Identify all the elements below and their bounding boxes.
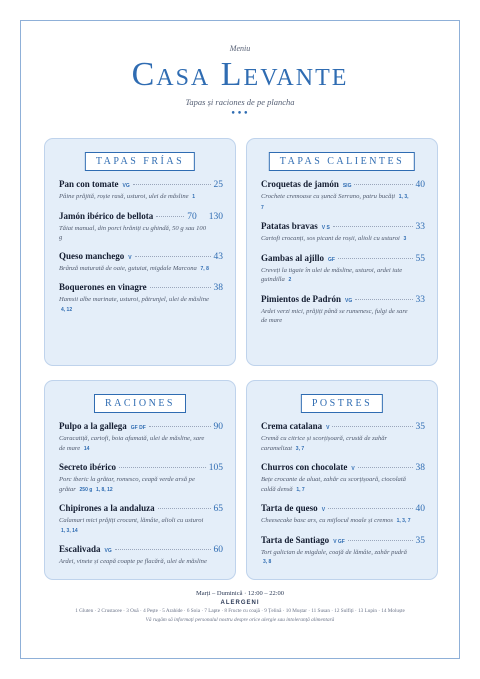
dish-name: Boquerones en vinagre (59, 282, 147, 292)
allergen-entry: 8 Fructe cu coajă (224, 608, 260, 614)
menu-header (0, 44, 480, 118)
dietary-tag: V (321, 507, 326, 513)
allergen-entry: 9 Țelină (264, 608, 282, 614)
section-title: TAPAS FRÍAS (85, 152, 195, 171)
menu-items-list (261, 179, 425, 334)
section-title: TAPAS CALIENTES (269, 152, 415, 171)
dietary-tag: GF DF (130, 425, 146, 431)
dish-portion: 250 g (79, 486, 93, 493)
section-raciones (44, 380, 236, 580)
allergy-note: Vă rugăm să informați personalul nostru despre orice alergie sau intoleranță alimentară (145, 617, 335, 623)
dish-name: Churros con chocolate (261, 462, 348, 472)
dish-price: 35 (415, 535, 425, 546)
dish-description (59, 295, 209, 315)
dish-name: Escalivada (59, 544, 101, 554)
dish-name: Jamón ibérico de bellota (59, 210, 154, 221)
dish-price: 70 (187, 211, 197, 222)
allergen-entry: 6 Soia (186, 608, 201, 614)
section-tapas-frias (44, 138, 236, 366)
dotted-leader (328, 508, 412, 509)
dish-description-text: Cartofi crocanți, sos picant de roșii, alioli cu usturoi (261, 235, 400, 242)
dish-name: Secreto ibérico (59, 462, 117, 472)
dish-allergens: 1 (192, 194, 195, 200)
dish-name: Queso manchego (59, 250, 125, 261)
dotted-leader (332, 426, 412, 427)
dish-description (59, 475, 209, 495)
menu-item-header (261, 179, 425, 190)
dotted-leader (333, 226, 413, 227)
allergen-entry: 12 Sulfiți (334, 608, 354, 614)
dish-description-text: Crochete cremoase cu șuncă Serrano, patru bucăți (261, 193, 396, 200)
dish-description (261, 475, 411, 495)
allergen-entry: 5 Arahide (162, 608, 183, 614)
dish-allergens: 1, 7 (296, 486, 305, 493)
dietary-tag: V (128, 254, 132, 261)
allergen-entry: 10 Muștar (285, 608, 307, 614)
menu-item-header (59, 251, 223, 262)
allergen-entry: 13 Lupin (358, 608, 377, 614)
dish-price: 40 (415, 504, 425, 514)
dietary-tag: V GF (333, 538, 345, 545)
dish-description (261, 307, 411, 326)
dish-allergens: 7, 8 (200, 265, 209, 272)
menu-item-header (261, 421, 425, 432)
dotted-leader (115, 549, 211, 550)
dish-allergens: 1, 3, 14 (61, 527, 78, 534)
dish-description (59, 224, 209, 243)
menu-items-list (59, 179, 223, 323)
menu-item-header (59, 421, 223, 432)
allergen-entry: 11 Susan (311, 608, 330, 614)
dish-name: Crema catalana (261, 421, 323, 431)
dish-description-text: Porc iberic la grătar, romesco, ceapă verde arsă pe grătar (59, 476, 195, 493)
dish-description-text: Cremă cu citrice și scorțișoară, crustă de zahăr caramelizat (261, 435, 388, 452)
dish-description-text: Caracatiță, cartofi, boia afumată, ulei de măsline, sare de mare (59, 435, 205, 452)
allergen-entry: 3 Ouă (126, 608, 139, 614)
decorative-dots: ••• (230, 109, 250, 119)
menu-item (59, 251, 223, 275)
dietary-tag: V (351, 466, 355, 472)
menu-item (59, 282, 223, 315)
dish-description-text: Brânză maturată de oaie, gutuiat, migdale Marcona (59, 264, 197, 272)
dish-allergens: 1, 3, 7 (261, 194, 409, 211)
dish-description (261, 234, 411, 245)
menu-item-header (261, 535, 425, 546)
menu-item (261, 253, 425, 286)
menu-items-list (59, 421, 223, 575)
dish-name: Pan con tomate (59, 179, 119, 189)
dish-allergens: 1, 8, 12 (95, 486, 113, 493)
menu-item-header (261, 221, 425, 232)
dish-price: 60 (213, 545, 223, 555)
dish-name: Gambas al ajillo (261, 252, 325, 263)
dish-allergens: 1, 3, 7 (396, 518, 411, 524)
dietary-tag: VG (122, 183, 130, 189)
dotted-leader (158, 508, 211, 509)
menu-items-list (261, 421, 425, 576)
dietary-tag: V S (321, 225, 330, 231)
menu-item (261, 421, 425, 454)
menu-item-header (59, 544, 223, 555)
dish-description (59, 516, 209, 536)
dish-name: Tarta de queso (261, 503, 318, 513)
dish-description-text: Pâine prăjită, roșie rasă, usturoi, ulei de măsline (59, 193, 189, 200)
dotted-leader (358, 467, 413, 468)
menu-item (261, 294, 425, 326)
dietary-tag: V (326, 425, 330, 431)
menu-subtitle: Tapas și raciones de pe plancha (185, 97, 295, 107)
menu-footer (36, 590, 444, 623)
dish-price: 33 (415, 294, 425, 305)
menu-item (59, 211, 223, 243)
dish-name: Tarta de Santiago (261, 534, 330, 545)
dish-description-text: Ardei, vinete și ceapă coapte pe flacără, ulei de măsline (59, 558, 207, 565)
dish-description (261, 192, 411, 213)
menu-item (261, 221, 425, 245)
dish-price: 43 (213, 251, 223, 262)
dish-name: Pulpo a la gallega (59, 421, 127, 431)
dish-price-large: 130 (208, 211, 223, 222)
menu-item-header (261, 503, 425, 514)
dotted-leader (348, 540, 413, 541)
dish-price: 40 (415, 180, 425, 190)
dotted-leader (135, 256, 211, 257)
dotted-leader (355, 299, 412, 300)
menu-item-header (59, 503, 223, 514)
dish-allergens: 2 (288, 277, 292, 283)
menu-item (261, 535, 425, 568)
allergen-entry: 14 Moluște (381, 608, 405, 614)
menu-item (59, 503, 223, 536)
allergens-list: 1 Gluten · 2 Crustacee · 3 Ouă · 4 Pește · 5 Arahide · 6 Soia · 7 Lapte · 8 Fructe cu coajă · 9 Țelină · 10 Muștar · 11 Susan · 12 Sulfiți · 13 Lupin · 14 Moluște (75, 608, 405, 614)
section-title: RACIONES (94, 394, 186, 413)
allergen-entry: 1 Gluten (75, 608, 94, 614)
section-postres (246, 380, 438, 580)
dish-price: 33 (415, 222, 425, 232)
dotted-leader (149, 426, 211, 427)
dish-price: 105 (208, 463, 223, 473)
dish-description (261, 548, 411, 568)
dish-description-text: Ardei verzi mici, prăjiți până se rumenesc, fulgi de sare de mare (261, 307, 408, 324)
dish-price: 65 (213, 504, 223, 514)
dish-description (59, 192, 209, 203)
dish-allergens: 3, 7 (295, 445, 305, 452)
dish-name: Patatas bravas (261, 221, 318, 231)
dish-description (261, 266, 411, 286)
dotted-leader (354, 184, 412, 185)
dish-description-text: Creveți la tigaie în ulei de măsline, usturoi, ardei iute guindilla (261, 266, 403, 283)
dotted-leader (150, 287, 211, 288)
dotted-leader (133, 184, 211, 185)
section-tapas-calientes (246, 138, 438, 366)
dish-description-text: Bețe crocante de aluat, zahăr cu scorțișoară, ciocolată caldă densă (261, 476, 406, 493)
menu-item (261, 462, 425, 495)
dish-name: Croquetas de jamón (261, 179, 339, 189)
menu-kicker: Meniu (229, 44, 251, 53)
dish-description-text: Calamari mici prăjiți crocant, lămâie, alioli cu usturoi (59, 517, 204, 524)
allergen-entry: 7 Lapte (204, 608, 221, 614)
dish-allergens: 3 (403, 236, 407, 242)
dish-price: 35 (415, 422, 425, 432)
allergen-entry: 4 Pește (143, 608, 158, 614)
dish-price: 38 (213, 283, 223, 293)
dish-allergens: 14 (83, 445, 90, 452)
menu-item-header (59, 282, 223, 293)
dish-price: 38 (415, 463, 425, 473)
menu-item (261, 179, 425, 213)
menu-item-header (59, 211, 223, 222)
dotted-leader (156, 216, 184, 217)
allergens-title: ALERGENI (220, 600, 260, 606)
dish-price: 90 (213, 422, 223, 432)
menu-item-header (261, 294, 425, 305)
dish-description-text: Tăiat manual, din porci hrăniți cu ghindă, 50 g sau 100 g (59, 224, 207, 241)
menu-item (59, 462, 223, 495)
menu-item-header (59, 462, 223, 473)
menu-item (261, 503, 425, 527)
dish-price: 55 (415, 253, 425, 264)
dish-name: Chipirones a la andaluza (59, 503, 155, 513)
dietary-tag: VG (345, 297, 353, 304)
menu-item-header (261, 253, 425, 264)
dish-description (59, 434, 209, 454)
dish-allergens: 4, 12 (61, 306, 73, 313)
menu-item (59, 421, 223, 454)
menu-item (59, 179, 223, 203)
dish-description-text: Cheesecake basc ars, cu mijlocul moale și cremos (261, 517, 393, 524)
dish-description (59, 557, 209, 567)
section-title: POSTRES (301, 394, 383, 413)
dish-allergens: 3, 8 (263, 559, 272, 565)
dish-description (261, 516, 411, 527)
menu-item (59, 544, 223, 567)
dish-description-text: Tort galician de migdale, coajă de lămâie, zahăr pudră (261, 548, 407, 556)
dish-price: 25 (213, 180, 223, 190)
dotted-leader (119, 467, 206, 468)
dish-description-text: Hamsii albe marinate, usturoi, pătrunjel, ulei de măsline (59, 296, 209, 303)
menu-item-header (59, 179, 223, 190)
menu-item-header (261, 462, 425, 473)
dotted-leader (338, 258, 413, 259)
dietary-tag: SIG (342, 183, 352, 189)
allergen-entry: 2 Crustacee (97, 608, 122, 614)
dietary-tag: VG (104, 548, 112, 554)
restaurant-title: Casa Levante (131, 56, 349, 93)
dish-name: Pimientos de Padrón (261, 293, 341, 304)
dietary-tag: GF (328, 256, 335, 263)
dish-description (261, 434, 411, 454)
dish-description (59, 264, 209, 275)
opening-hours: Marți – Duminică · 12:00 – 22:00 (195, 590, 285, 597)
